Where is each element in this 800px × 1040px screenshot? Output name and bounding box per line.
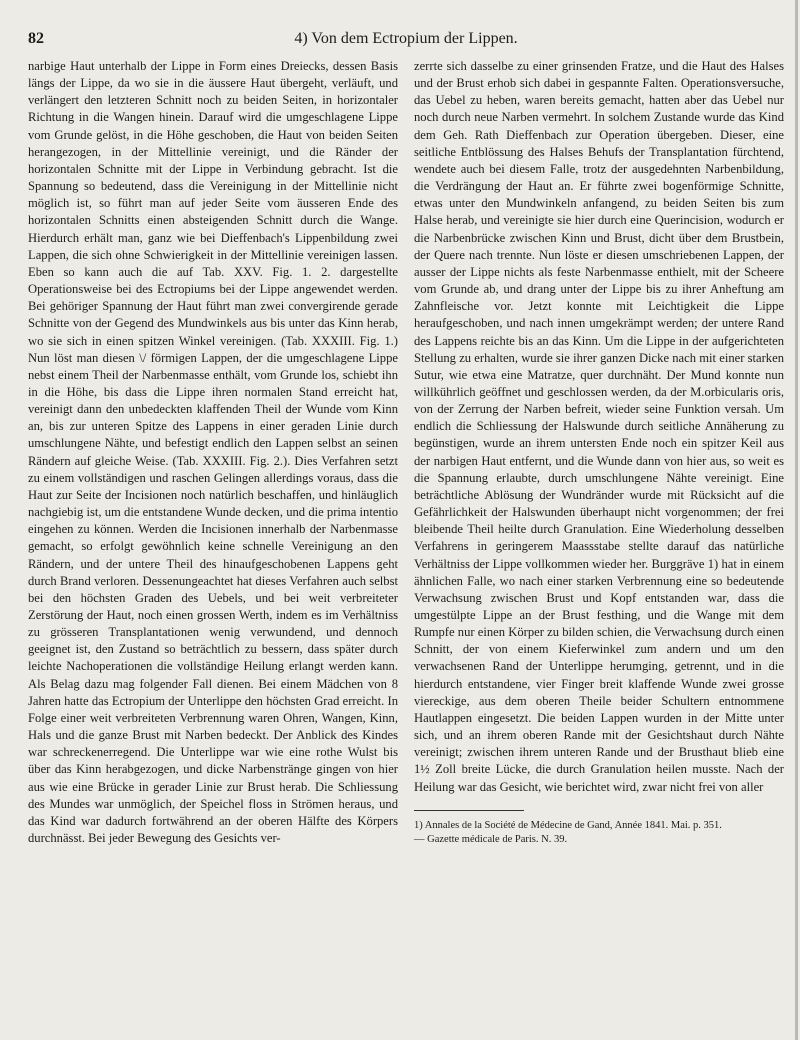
text-columns — [28, 58, 784, 847]
running-title: 4) Von dem Ectropium der Lippen. — [294, 30, 518, 47]
footnote-1: 1) Annales de la Société de Médecine de Gand, Année 1841. Mai. p. 351. — [414, 819, 722, 831]
page-number: 82 — [28, 30, 44, 47]
right-column — [414, 58, 784, 847]
left-column-text: narbige Haut unterhalb der Lippe in Form eines Dreiecks, dessen Basis längs der Lippe, da wo sie in die äussere Haut übergeht, verläuft, und verlängert den letzteren Schnitt noch zu beiden Seiten, in horizontaler Richtung in die Wangen hinein. Darauf wird die umgeschlagene Lippe vom Grunde gelöst, in die Höhe geschoben, die Haut von beiden Seiten herangezogen, in der Mittellinie vereinigt, und die Ränder der horizontalen Schnitte mit der Lippe in Verbindung gebracht. Ist die Spannung so bedeutend, dass die Vereinigung in der Mittellinie nicht möglich ist, so führt man auf jeder Seite vom äusseren Ende des horizontalen Schnitts einen absteigenden Schnitt durch die Wange. Hierdurch erhält man, ganz wie bei Dieffenbach's Lippenbildung zwei Lappen, die sich ohne Schwierigkeit in der Mittellinie vereinigen lassen. Eben so kann auch die auf Tab. XXV. Fig. 1. 2. dargestellte Operationsweise bei des Ectropiums bei der Lippe angewendet werden. Bei gehöriger Spannung der Haut führt man zwei convergirende gerade Schnitte von der Gegend des Mundwinkels aus bis unter das Kinn herab, wo sie sich in einen spitzen Winkel vereinigen. (Tab. XXXIII. Fig. 1.) Nun löst man diesen \/ förmigen Lappen, der die umgeschlagene Lippe nebst einem Theil der Narbenmasse enthält, vom Grunde los, schiebt ihn in die Höhe, bis dass die Lippe ihren normalen Stand erreicht hat, vereinigt dann den unbedeckten klaffenden Theil der Wunde vom Kinn an, bis zur unteren Spitze des Lappens in einer geraden Linie durch umschlungene Nähte, und befestigt endlich den Lappen selbst an seinen Rändern auf gleiche Weise. (Tab. XXXIII. Fig. 2.). Dies Verfahren setzt zu einem vollständigen und raschen Gelingen allerdings voraus, dass die Haut zur Seite der Incisionen noch natürlich beschaffen, und hinläuglich nachgiebig ist, um die entstandene Wunde decken, und die prima intentio eingehen zu können. Werden die Incisionen innerhalb der Narbenmasse gemacht, so erfolgt gewöhnlich keine schnelle Vereinigung an den Rändern, und der untere Theil des hinaufgeschobenen Lappens geht durch Brand verloren. Dessenungeachtet hat dieses Verfahren auch selbst bei den höchsten Graden des Uebels, und bei weit verbreiteter Zerstörung der Haut, noch einen grossen Werth, indem es im Verhältniss zu grösseren Transplantationen wenig verwundend, und dennoch geeignet ist, den Zustand so beträchtlich zu bessern, dass später durch leichte Nachoperationen die vollständige Heilung erlangt werden kann. Als Belag dazu mag folgender Fall dienen. Bei einem Mädchen von 8 Jahren hatte das Ectropium der Unterlippe den höchsten Grad erreicht. In Folge einer weit verbreiteten Verbrennung waren Ohren, Wangen, Kinn, Hals und die ganze Brust mit Narben bedeckt. Der Anblick des Kindes war schreckenerregend. Die Unterlippe war wie eine rothe Wulst bis über das Kinn herabgezogen, und dicke Narbenstränge gingen von hier aus wie eine Brücke in gerader Linie zur Brust herab. Die Schliessung des Mundes war unmöglich, der Speichel floss in Strömen heraus, und das Kind war dadurch fortwährend an der oberen Hälfte des Körpers durchnässt. Bei jeder Bewegung des Gesichts ver- — [28, 59, 398, 846]
left-column — [28, 58, 398, 847]
footnote-rule — [414, 810, 524, 815]
footnotes — [414, 819, 784, 847]
page-edge — [795, 0, 798, 1040]
footnote-1-continued: — Gazette médicale de Paris. N. 39. — [414, 833, 568, 845]
right-column-text: zerrte sich dasselbe zu einer grinsenden Fratze, und die Haut des Halses und der Brust erhob sich dabei in gespannte Falten. Operationsversuche, das Uebel zu heben, waren bereits gemacht, hatten aber das Uebel nur noch durch neue Narben vermehrt. In solchem Zustande wurde das Kind dem Geh. Rath Dieffenbach zur Operation übergeben. Dieser, eine seitliche Entblössung des Halses Behufs der Transplantation fürchtend, wendete auch bei diesem Falle, trotz der ausgedehnten Narbenbildung, die Verdrängung der Haut an. Er führte zwei bogenförmige Schnitte, etwas unter den Mundwinkeln anfangend, zu beiden Seiten bis zum Halse herab, und vereinigte sie hier durch eine Querincision, wodurch er die Narbenbrücke zwischen Kinn und Brust, dicht über dem Brustbein, der Quere nach trennte. Nun löste er diesen umschriebenen Lappen, der ausser der Lippe nichts als feste Narbenmasse enthielt, mit der Scheere vom Grunde ab, und drang unter der Lippe bis zu ihrer Anheftung am Zahnfleische vor. Jetzt konnte mit Leichtigkeit die Lippe heraufgeschoben, und nach innen umgekrämpt werden; der untere Rand des Lappens reichte bis an das Kinn. Um die Lippe in der aufgerichteten Stellung zu erhalten, wurde sie ihrer ganzen Dicke nach mit einer starken Sutur, wie etwa eine Matratze, quer durchnäht. Der Mund konnte nun willkührlich geöffnet und geschlossen werden, da der M.orbicularis oris, von der Zerrung der Narben befreit, wieder seine Funktion versah. Um endlich die Schliessung der Halswunde durch seitliche Annäherung zu begünstigen, wurde an ihrem untersten Ende noch ein spitzer Keil aus der narbigen Haut entfernt, und die Wunde dann von hier aus, so weit es die Spannung erlaubte, durch umschlungene Nähte vereinigt. Eine beträchtliche Ablösung der Wundränder wurde mit Rücksicht auf die Gefährlichkeit der Halswunden überhaupt nicht vorgenommen; der frei bleibende Theil heilte durch Granulation. Eine Wiederholung desselben Verfahrens in geringerem Maassstabe stellte darauf das natürliche Verhältniss der Lippe vollkommen wieder her. Burggräve 1) hat in einem ähnlichen Falle, wo nach einer starken Verbrennung eine so bedeutende Verwachsung zwischen Brust und Kopf entstanden war, dass die umgestülpte Lippe an der Brust festhing, und die Wange mit dem Rumpfe nur einen Körper zu bilden schien, die Verwachsung durch einen Schnitt, der von einem Kieferwinkel zum andern und um den verwachsenen Rand der Unterlippe herumging, getrennt, und in die hierdurch entstandene, vier Finger breit klaffende Wunde zwei grosse viereckige, aus dem oberen Theile beider Schultern entnommene Hautlappen eingesetzt. Die beiden Lappen wurden in der Mitte unter sich, und an ihrem oberen Rande mit der Gesichtshaut durch Nähte vereinigt; zwischen ihrem unteren Rande und der Brusthaut blieb eine 1½ Zoll breite Lücke, die durch Granulation heilen musste. Nach der Heilung war das Gesicht, wie berichtet wird, zwar nicht frei von aller — [414, 59, 784, 794]
page-header — [28, 28, 784, 58]
